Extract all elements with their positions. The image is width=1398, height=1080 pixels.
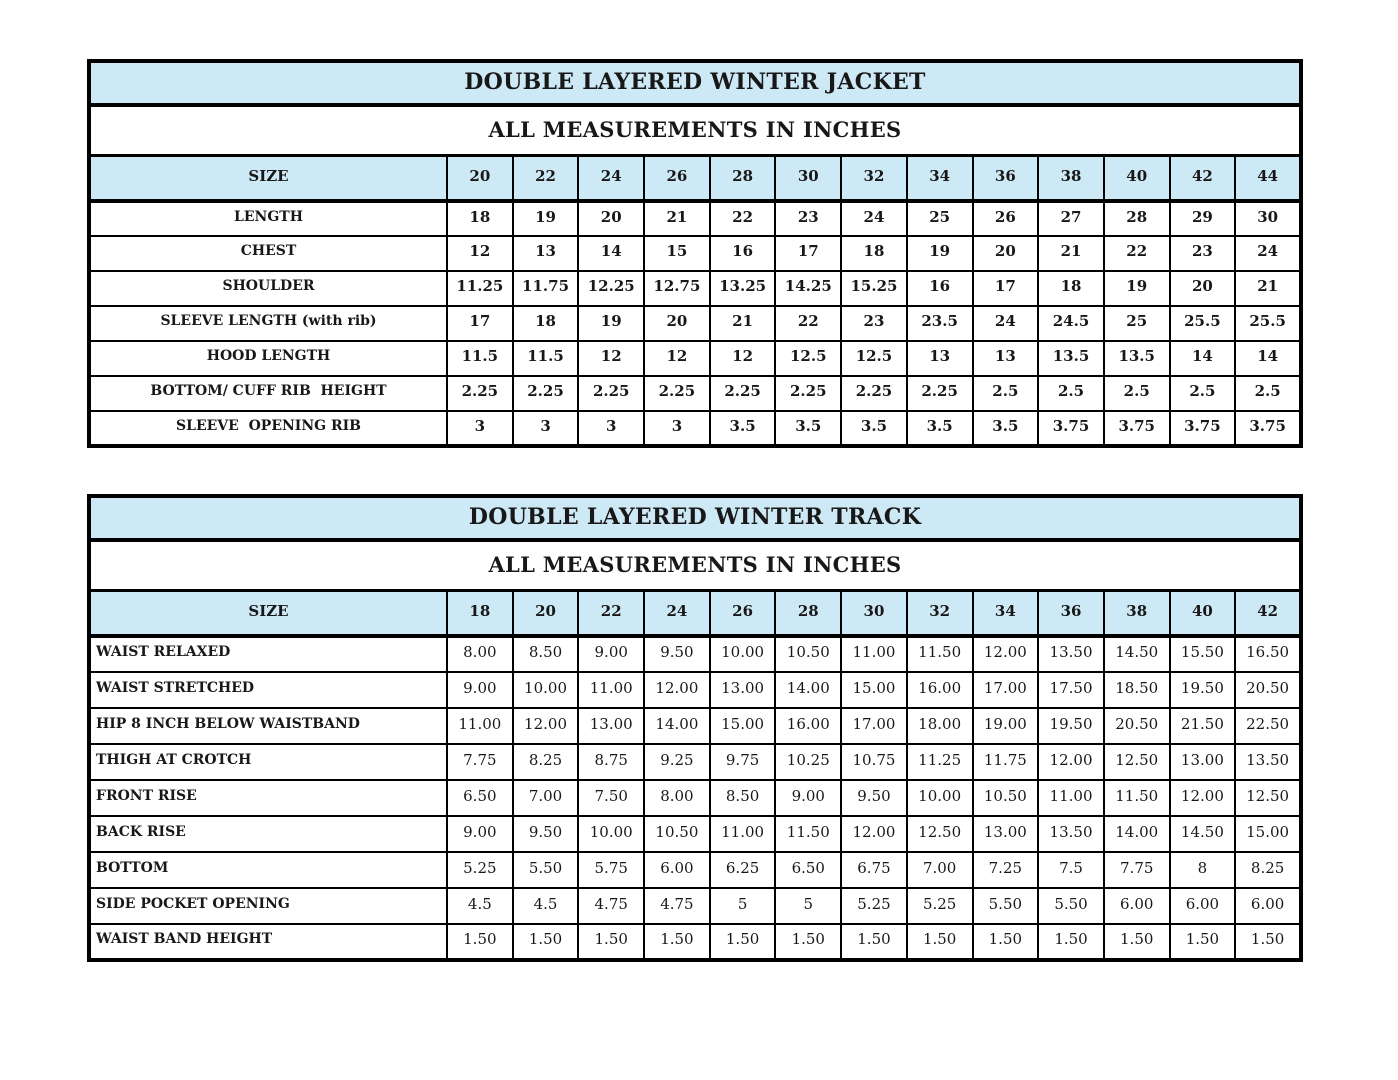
measurement-value: 13.25 (710, 271, 776, 306)
measurement-value: 12.5 (841, 341, 907, 376)
measurement-value: 6.25 (710, 852, 776, 888)
measurement-value: 9.50 (644, 636, 710, 672)
measurement-value: 20 (578, 201, 644, 236)
measurement-value: 9.00 (578, 636, 644, 672)
measurement-value: 6.00 (1235, 888, 1301, 924)
measurement-value: 5 (710, 888, 776, 924)
measurement-value: 8.50 (513, 636, 579, 672)
measurement-value: 1.50 (578, 924, 644, 960)
measurement-value: 20.50 (1235, 672, 1301, 708)
measurement-value: 10.00 (907, 780, 973, 816)
size-column-header: 38 (1038, 156, 1104, 202)
measurement-value: 8.25 (513, 744, 579, 780)
measurement-value: 1.50 (907, 924, 973, 960)
measurement-value: 16.00 (775, 708, 841, 744)
measurement-value: 12.50 (1235, 780, 1301, 816)
measurement-label: WAIST BAND HEIGHT (89, 924, 447, 960)
track-size-header-row (89, 591, 1301, 637)
measurement-value: 28 (1104, 201, 1170, 236)
measurement-value: 13.00 (578, 708, 644, 744)
measurement-value: 5 (775, 888, 841, 924)
size-column-header: 24 (644, 591, 710, 637)
size-column-header: 30 (775, 156, 841, 202)
size-column-header: 26 (644, 156, 710, 202)
measurement-value: 18 (447, 201, 513, 236)
measurement-value: 6.00 (1170, 888, 1236, 924)
measurement-value: 9.75 (710, 744, 776, 780)
measurement-value: 3 (447, 411, 513, 446)
measurement-value: 2.5 (1235, 376, 1301, 411)
measurement-row (89, 852, 1301, 888)
measurement-value: 22 (710, 201, 776, 236)
measurement-value: 4.75 (644, 888, 710, 924)
measurement-value: 8.00 (447, 636, 513, 672)
measurement-label: SHOULDER (89, 271, 447, 306)
size-header-label: SIZE (89, 156, 447, 202)
measurement-value: 10.50 (775, 636, 841, 672)
measurement-value: 12.5 (775, 341, 841, 376)
measurement-value: 12.00 (1038, 744, 1104, 780)
jacket-size-header-row (89, 156, 1301, 202)
measurement-value: 13.50 (1235, 744, 1301, 780)
measurement-value: 9.00 (775, 780, 841, 816)
size-column-header: 28 (775, 591, 841, 637)
measurement-value: 5.25 (907, 888, 973, 924)
measurement-value: 24 (973, 306, 1039, 341)
measurement-value: 1.50 (1038, 924, 1104, 960)
measurement-label: SLEEVE LENGTH (with rib) (89, 306, 447, 341)
measurement-row (89, 306, 1301, 341)
measurement-value: 20.50 (1104, 708, 1170, 744)
measurement-value: 7.75 (1104, 852, 1170, 888)
jacket-table-title: DOUBLE LAYERED WINTER JACKET (89, 61, 1301, 105)
measurement-value: 10.00 (513, 672, 579, 708)
measurement-value: 18.00 (907, 708, 973, 744)
measurement-value: 25 (907, 201, 973, 236)
measurement-value: 11.5 (447, 341, 513, 376)
measurement-value: 27 (1038, 201, 1104, 236)
jacket-table-subtitle: ALL MEASUREMENTS IN INCHES (89, 105, 1301, 156)
measurement-label: THIGH AT CROTCH (89, 744, 447, 780)
measurement-value: 5.25 (841, 888, 907, 924)
measurement-value: 3.5 (841, 411, 907, 446)
size-column-header: 32 (841, 156, 907, 202)
measurement-value: 24 (841, 201, 907, 236)
measurement-value: 21 (1038, 236, 1104, 271)
measurement-value: 16.50 (1235, 636, 1301, 672)
size-column-header: 42 (1170, 156, 1236, 202)
measurement-value: 23 (775, 201, 841, 236)
measurement-value: 2.5 (1038, 376, 1104, 411)
measurement-label: WAIST RELAXED (89, 636, 447, 672)
measurement-value: 11.00 (447, 708, 513, 744)
track-size-table (87, 494, 1303, 962)
measurement-value: 14.50 (1104, 636, 1170, 672)
measurement-value: 7.5 (1038, 852, 1104, 888)
measurement-value: 20 (973, 236, 1039, 271)
measurement-value: 30 (1235, 201, 1301, 236)
measurement-value: 2.25 (775, 376, 841, 411)
measurement-label: FRONT RISE (89, 780, 447, 816)
measurement-value: 13.5 (1038, 341, 1104, 376)
measurement-value: 29 (1170, 201, 1236, 236)
measurement-value: 14.00 (644, 708, 710, 744)
measurement-value: 15.00 (841, 672, 907, 708)
measurement-label: CHEST (89, 236, 447, 271)
measurement-value: 2.25 (907, 376, 973, 411)
measurement-value: 13.00 (710, 672, 776, 708)
measurement-row (89, 341, 1301, 376)
measurement-value: 2.25 (447, 376, 513, 411)
measurement-value: 12.50 (907, 816, 973, 852)
measurement-value: 10.50 (973, 780, 1039, 816)
measurement-value: 19 (578, 306, 644, 341)
measurement-value: 16 (710, 236, 776, 271)
jacket-subtitle-row (89, 105, 1301, 156)
measurement-value: 15 (644, 236, 710, 271)
measurement-value: 24.5 (1038, 306, 1104, 341)
measurement-value: 12.75 (644, 271, 710, 306)
measurement-value: 19 (1104, 271, 1170, 306)
measurement-label: HIP 8 INCH BELOW WAISTBAND (89, 708, 447, 744)
size-column-header: 40 (1104, 156, 1170, 202)
measurement-label: SLEEVE OPENING RIB (89, 411, 447, 446)
measurement-value: 11.50 (907, 636, 973, 672)
measurement-value: 7.75 (447, 744, 513, 780)
measurement-value: 15.25 (841, 271, 907, 306)
measurement-value: 18 (1038, 271, 1104, 306)
measurement-value: 8.00 (644, 780, 710, 816)
measurement-value: 14.00 (1104, 816, 1170, 852)
measurement-value: 10.50 (644, 816, 710, 852)
measurement-value: 12 (644, 341, 710, 376)
measurement-value: 12.00 (841, 816, 907, 852)
measurement-value: 3 (644, 411, 710, 446)
size-column-header: 22 (578, 591, 644, 637)
measurement-value: 12.25 (578, 271, 644, 306)
measurement-value: 11.00 (578, 672, 644, 708)
measurement-row (89, 744, 1301, 780)
measurement-value: 21.50 (1170, 708, 1236, 744)
measurement-value: 25 (1104, 306, 1170, 341)
measurement-row (89, 201, 1301, 236)
measurement-value: 25.5 (1170, 306, 1236, 341)
size-column-header: 20 (447, 156, 513, 202)
measurement-value: 1.50 (1104, 924, 1170, 960)
measurement-row (89, 888, 1301, 924)
size-column-header: 30 (841, 591, 907, 637)
measurement-value: 7.50 (578, 780, 644, 816)
measurement-value: 13.5 (1104, 341, 1170, 376)
measurement-value: 12.00 (513, 708, 579, 744)
track-subtitle-row (89, 540, 1301, 591)
measurement-value: 17.00 (973, 672, 1039, 708)
measurement-value: 19.50 (1170, 672, 1236, 708)
measurement-row (89, 672, 1301, 708)
measurement-value: 11.00 (1038, 780, 1104, 816)
measurement-label: BOTTOM (89, 852, 447, 888)
track-table-subtitle: ALL MEASUREMENTS IN INCHES (89, 540, 1301, 591)
measurement-value: 1.50 (1235, 924, 1301, 960)
measurement-value: 13.50 (1038, 636, 1104, 672)
measurement-value: 17 (973, 271, 1039, 306)
size-column-header: 38 (1104, 591, 1170, 637)
measurement-row (89, 708, 1301, 744)
size-column-header: 34 (973, 591, 1039, 637)
measurement-value: 3.5 (775, 411, 841, 446)
measurement-value: 13 (907, 341, 973, 376)
measurement-value: 10.75 (841, 744, 907, 780)
measurement-value: 2.5 (1170, 376, 1236, 411)
jacket-title-row (89, 61, 1301, 105)
measurement-value: 21 (644, 201, 710, 236)
measurement-value: 3.5 (907, 411, 973, 446)
measurement-value: 4.75 (578, 888, 644, 924)
measurement-value: 22 (1104, 236, 1170, 271)
measurement-value: 20 (1170, 271, 1236, 306)
measurement-value: 13 (513, 236, 579, 271)
measurement-value: 5.50 (973, 888, 1039, 924)
measurement-value: 13 (973, 341, 1039, 376)
measurement-value: 3.75 (1104, 411, 1170, 446)
measurement-value: 9.00 (447, 816, 513, 852)
measurement-value: 14.00 (775, 672, 841, 708)
measurement-value: 11.25 (907, 744, 973, 780)
track-table-title: DOUBLE LAYERED WINTER TRACK (89, 496, 1301, 540)
measurement-value: 3.75 (1038, 411, 1104, 446)
measurement-label: BACK RISE (89, 816, 447, 852)
size-column-header: 32 (907, 591, 973, 637)
measurement-value: 23.5 (907, 306, 973, 341)
measurement-value: 5.25 (447, 852, 513, 888)
measurement-value: 12 (710, 341, 776, 376)
measurement-value: 8.75 (578, 744, 644, 780)
measurement-value: 8.25 (1235, 852, 1301, 888)
measurement-value: 14 (1170, 341, 1236, 376)
measurement-value: 12.00 (1170, 780, 1236, 816)
measurement-value: 2.25 (644, 376, 710, 411)
measurement-value: 11.00 (710, 816, 776, 852)
measurement-value: 12.50 (1104, 744, 1170, 780)
measurement-value: 10.25 (775, 744, 841, 780)
size-column-header: 18 (447, 591, 513, 637)
measurement-value: 12.00 (644, 672, 710, 708)
measurement-value: 6.00 (1104, 888, 1170, 924)
measurement-value: 11.75 (973, 744, 1039, 780)
measurement-value: 23 (1170, 236, 1236, 271)
measurement-row (89, 376, 1301, 411)
measurement-value: 15.00 (1235, 816, 1301, 852)
measurement-value: 12 (578, 341, 644, 376)
measurement-value: 8 (1170, 852, 1236, 888)
measurement-label: BOTTOM/ CUFF RIB HEIGHT (89, 376, 447, 411)
measurement-value: 1.50 (841, 924, 907, 960)
measurement-row (89, 816, 1301, 852)
measurement-value: 21 (710, 306, 776, 341)
measurement-value: 9.50 (841, 780, 907, 816)
measurement-value: 8.50 (710, 780, 776, 816)
measurement-value: 19.00 (973, 708, 1039, 744)
measurement-label: WAIST STRETCHED (89, 672, 447, 708)
size-column-header: 42 (1235, 591, 1301, 637)
measurement-value: 14 (1235, 341, 1301, 376)
measurement-value: 6.75 (841, 852, 907, 888)
measurement-value: 3 (578, 411, 644, 446)
measurement-value: 7.25 (973, 852, 1039, 888)
measurement-value: 14.50 (1170, 816, 1236, 852)
measurement-value: 2.25 (710, 376, 776, 411)
measurement-value: 5.50 (513, 852, 579, 888)
measurement-value: 14 (578, 236, 644, 271)
measurement-value: 9.50 (513, 816, 579, 852)
measurement-value: 10.00 (578, 816, 644, 852)
measurement-row (89, 780, 1301, 816)
measurement-label: LENGTH (89, 201, 447, 236)
measurement-value: 1.50 (973, 924, 1039, 960)
size-column-header: 40 (1170, 591, 1236, 637)
measurement-row (89, 236, 1301, 271)
size-column-header: 22 (513, 156, 579, 202)
size-column-header: 36 (1038, 591, 1104, 637)
size-column-header: 36 (973, 156, 1039, 202)
measurement-value: 3.75 (1235, 411, 1301, 446)
measurement-value: 3.5 (973, 411, 1039, 446)
size-column-header: 20 (513, 591, 579, 637)
measurement-value: 3.75 (1170, 411, 1236, 446)
measurement-value: 6.50 (775, 852, 841, 888)
measurement-value: 19.50 (1038, 708, 1104, 744)
measurement-value: 17 (775, 236, 841, 271)
measurement-value: 13.50 (1038, 816, 1104, 852)
measurement-value: 11.5 (513, 341, 579, 376)
measurement-row (89, 411, 1301, 446)
measurement-value: 5.75 (578, 852, 644, 888)
measurement-value: 4.5 (513, 888, 579, 924)
measurement-value: 17.00 (841, 708, 907, 744)
measurement-value: 6.00 (644, 852, 710, 888)
measurement-value: 7.00 (513, 780, 579, 816)
measurement-value: 15.00 (710, 708, 776, 744)
measurement-value: 1.50 (644, 924, 710, 960)
size-column-header: 34 (907, 156, 973, 202)
measurement-value: 1.50 (447, 924, 513, 960)
measurement-label: SIDE POCKET OPENING (89, 888, 447, 924)
size-column-header: 44 (1235, 156, 1301, 202)
measurement-row (89, 924, 1301, 960)
measurement-value: 1.50 (1170, 924, 1236, 960)
measurement-value: 12 (447, 236, 513, 271)
measurement-value: 1.50 (710, 924, 776, 960)
measurement-value: 2.25 (513, 376, 579, 411)
measurement-value: 7.00 (907, 852, 973, 888)
measurement-value: 2.5 (1104, 376, 1170, 411)
measurement-value: 25.5 (1235, 306, 1301, 341)
jacket-size-table (87, 59, 1303, 448)
measurement-value: 3.5 (710, 411, 776, 446)
measurement-value: 20 (644, 306, 710, 341)
measurement-value: 18.50 (1104, 672, 1170, 708)
measurement-value: 11.75 (513, 271, 579, 306)
measurement-value: 16 (907, 271, 973, 306)
measurement-value: 21 (1235, 271, 1301, 306)
measurement-value: 16.00 (907, 672, 973, 708)
measurement-value: 1.50 (775, 924, 841, 960)
measurement-value: 4.5 (447, 888, 513, 924)
measurement-value: 22.50 (1235, 708, 1301, 744)
measurement-value: 17 (447, 306, 513, 341)
measurement-value: 11.50 (1104, 780, 1170, 816)
measurement-value: 13.00 (1170, 744, 1236, 780)
measurement-value: 22 (775, 306, 841, 341)
measurement-value: 19 (907, 236, 973, 271)
size-column-header: 24 (578, 156, 644, 202)
measurement-value: 10.00 (710, 636, 776, 672)
measurement-row (89, 636, 1301, 672)
measurement-value: 2.5 (973, 376, 1039, 411)
measurement-value: 11.00 (841, 636, 907, 672)
measurement-label: HOOD LENGTH (89, 341, 447, 376)
measurement-value: 18 (513, 306, 579, 341)
measurement-value: 6.50 (447, 780, 513, 816)
measurement-value: 26 (973, 201, 1039, 236)
measurement-value: 12.00 (973, 636, 1039, 672)
measurement-value: 18 (841, 236, 907, 271)
measurement-value: 13.00 (973, 816, 1039, 852)
measurement-value: 23 (841, 306, 907, 341)
track-title-row (89, 496, 1301, 540)
size-column-header: 28 (710, 156, 776, 202)
size-column-header: 26 (710, 591, 776, 637)
measurement-value: 9.00 (447, 672, 513, 708)
measurement-value: 5.50 (1038, 888, 1104, 924)
measurement-row (89, 271, 1301, 306)
size-header-label: SIZE (89, 591, 447, 637)
measurement-value: 9.25 (644, 744, 710, 780)
measurement-value: 15.50 (1170, 636, 1236, 672)
measurement-value: 14.25 (775, 271, 841, 306)
measurement-value: 2.25 (841, 376, 907, 411)
measurement-value: 11.25 (447, 271, 513, 306)
measurement-value: 2.25 (578, 376, 644, 411)
measurement-value: 11.50 (775, 816, 841, 852)
measurement-value: 19 (513, 201, 579, 236)
measurement-value: 3 (513, 411, 579, 446)
measurement-value: 17.50 (1038, 672, 1104, 708)
measurement-value: 24 (1235, 236, 1301, 271)
measurement-value: 1.50 (513, 924, 579, 960)
